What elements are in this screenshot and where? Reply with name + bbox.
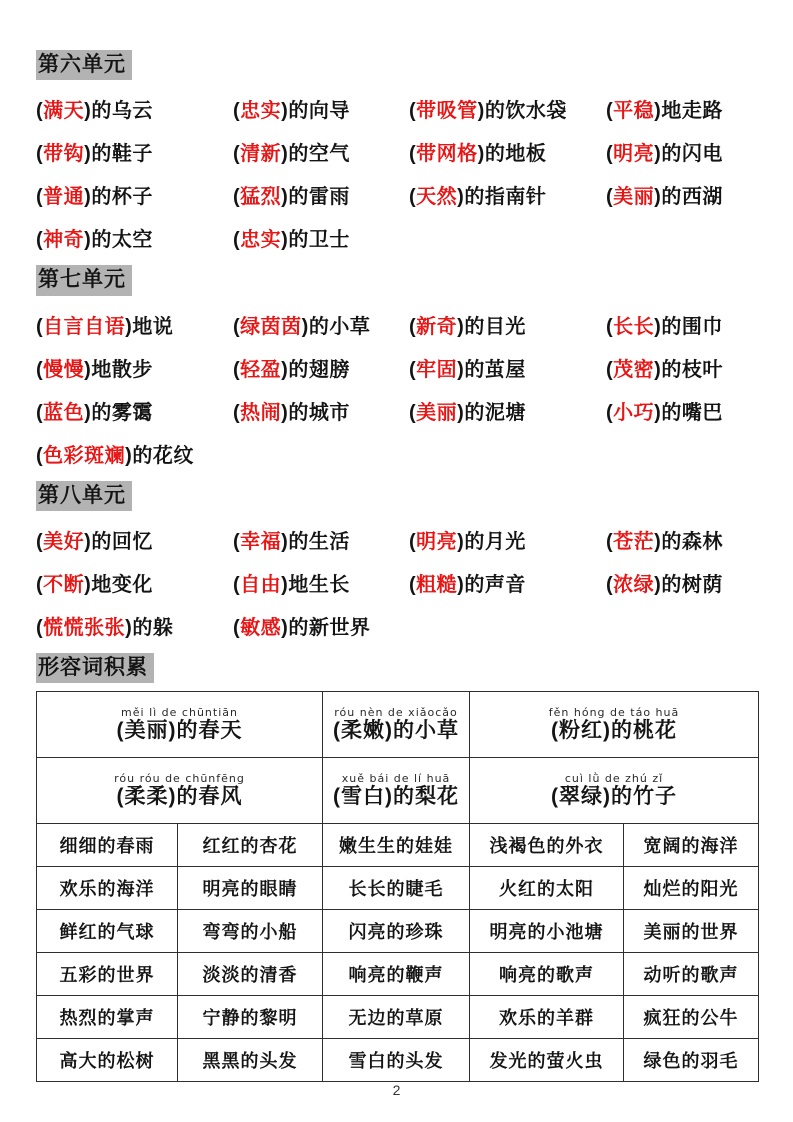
phrase: (带钩)的鞋子 — [36, 143, 153, 166]
unit-6-phrase-grid — [36, 87, 758, 259]
phrase-cell: 黑黑的头发 — [178, 1039, 323, 1082]
phrase-cell: 美丽的世界 — [624, 910, 759, 953]
phrase: (色彩斑斓)的花纹 — [36, 444, 194, 467]
phrase: (小巧)的嘴巴 — [606, 401, 723, 424]
phrase-cell: 响亮的鞭声 — [323, 953, 470, 996]
phrase-answer-word: 普通 — [43, 186, 85, 209]
phrase: (猛烈)的雷雨 — [233, 186, 350, 209]
adjective-accumulation-table — [36, 691, 759, 1082]
pinyin-annotation: xuě bái de lí huā — [341, 771, 451, 785]
unit-8-section — [36, 479, 758, 647]
phrase-cell: 淡淡的清香 — [178, 953, 323, 996]
phrase-answer-word: 美好 — [43, 531, 85, 554]
phrase-answer-word: 不断 — [43, 574, 85, 597]
phrase: (幸福)的生活 — [233, 531, 350, 554]
phrase-answer-word: 忠实 — [240, 100, 282, 123]
phrase-cell: 浅褐色的外衣 — [470, 824, 624, 867]
pinyin-annotation: róu róu de chūnfēng — [114, 771, 245, 785]
pinyin-annotation: róu nèn de xiǎocǎo — [334, 705, 458, 719]
phrase-cell: 宽阔的海洋 — [624, 824, 759, 867]
phrase-answer-word: 慢慢 — [43, 358, 85, 381]
phrase-answer-word: 轻盈 — [240, 358, 282, 381]
phrase: (牢固)的茧屋 — [409, 358, 526, 381]
pinyin-phrase-cell — [37, 692, 323, 758]
phrase-cell: 动听的歌声 — [624, 953, 759, 996]
table-row — [37, 824, 759, 867]
phrase: (忠实)的卫士 — [233, 229, 350, 252]
phrase-cell: 灿烂的阳光 — [624, 867, 759, 910]
phrase-answer-word: 茂密 — [613, 358, 655, 381]
section-title-unit-6: 第六单元 — [36, 50, 132, 80]
phrase-cell: 响亮的歌声 — [470, 953, 624, 996]
table-row — [37, 867, 759, 910]
phrase-answer-word: 清新 — [240, 143, 282, 166]
phrase: (轻盈)的翅膀 — [233, 358, 350, 381]
phrase-answer-word: 敏感 — [240, 617, 282, 640]
phrase-answer-word: 平稳 — [613, 100, 655, 123]
phrase: (绿茵茵)的小草 — [233, 315, 371, 338]
phrase-answer-word: 幸福 — [240, 531, 282, 554]
table-row — [37, 1039, 759, 1082]
phrase-cell: 欢乐的羊群 — [470, 996, 624, 1039]
table-row — [37, 953, 759, 996]
phrase: (长长)的围巾 — [606, 315, 723, 338]
phrase: (雪白)的梨花 — [333, 784, 459, 808]
phrase-answer-word: 带钩 — [43, 143, 85, 166]
table-row — [37, 996, 759, 1039]
phrase-cell: 疯狂的公牛 — [624, 996, 759, 1039]
phrase-cell: 高大的松树 — [37, 1039, 178, 1082]
pinyin-row — [37, 692, 759, 758]
phrase-cell: 宁静的黎明 — [178, 996, 323, 1039]
phrase-answer-word: 明亮 — [416, 531, 458, 554]
phrase: (茂密)的枝叶 — [606, 358, 723, 381]
phrase-answer-word: 自由 — [240, 574, 282, 597]
phrase: (粉红)的桃花 — [551, 718, 677, 742]
phrase: (带网格)的地板 — [409, 143, 547, 166]
phrase-cell: 发光的萤火虫 — [470, 1039, 624, 1082]
phrase-answer-word: 神奇 — [43, 229, 85, 252]
phrase-answer-word: 粗糙 — [416, 574, 458, 597]
phrase-cell: 鲜红的气球 — [37, 910, 178, 953]
phrase: (热闹)的城市 — [233, 401, 350, 424]
phrase-answer-word: 热闹 — [240, 401, 282, 424]
phrase-cell: 弯弯的小船 — [178, 910, 323, 953]
phrase-answer-word: 新奇 — [416, 315, 458, 338]
phrase: (美丽)的西湖 — [606, 186, 723, 209]
phrase: (满天)的乌云 — [36, 100, 153, 123]
phrase-answer-word: 浓绿 — [613, 574, 655, 597]
phrase-cell: 嫩生生的娃娃 — [323, 824, 470, 867]
page-number: 2 — [392, 1082, 401, 1098]
phrase-cell: 细细的春雨 — [37, 824, 178, 867]
phrase: (苍茫)的森林 — [606, 531, 723, 554]
pinyin-phrase-cell — [37, 758, 323, 824]
phrase: (柔嫩)的小草 — [333, 718, 459, 742]
phrase: (明亮)的闪电 — [606, 143, 723, 166]
phrase-cell: 明亮的小池塘 — [470, 910, 624, 953]
phrase: (自由)地生长 — [233, 574, 350, 597]
phrase: (浓绿)的树荫 — [606, 574, 723, 597]
phrase-answer-word: 慌慌张张 — [43, 617, 126, 640]
unit-8-phrase-grid — [36, 518, 758, 647]
table-row — [37, 910, 759, 953]
phrase-cell: 热烈的掌声 — [37, 996, 178, 1039]
phrase-answer-word: 自言自语 — [43, 315, 126, 338]
phrase: (美好)的回忆 — [36, 531, 153, 554]
phrase: (蓝色)的雾霭 — [36, 401, 153, 424]
phrase-cell: 红红的杏花 — [178, 824, 323, 867]
phrase: (翠绿)的竹子 — [551, 784, 677, 808]
phrase: (新奇)的目光 — [409, 315, 526, 338]
pinyin-phrase-cell — [470, 758, 759, 824]
phrase: (神奇)的太空 — [36, 229, 153, 252]
phrase-cell: 欢乐的海洋 — [37, 867, 178, 910]
phrase-cell: 无边的草原 — [323, 996, 470, 1039]
phrase-answer-word: 带吸管 — [416, 100, 478, 123]
section-title-unit-8: 第八单元 — [36, 481, 132, 511]
phrase: (慌慌张张)的躲 — [36, 617, 174, 640]
pinyin-annotation: fěn hóng de táo huā — [548, 705, 680, 719]
section-title-adjective-accumulation: 形容词积累 — [36, 653, 154, 683]
phrase: (敏感)的新世界 — [233, 617, 371, 640]
phrase: (普通)的杯子 — [36, 186, 153, 209]
phrase: (自言自语)地说 — [36, 315, 174, 338]
phrase-cell: 绿色的羽毛 — [624, 1039, 759, 1082]
section-title-unit-7: 第七单元 — [36, 265, 132, 295]
unit-7-phrase-grid — [36, 303, 758, 475]
phrase-answer-word: 天然 — [416, 186, 458, 209]
pinyin-row — [37, 758, 759, 824]
phrase: (忠实)的向导 — [233, 100, 350, 123]
phrase-answer-word: 带网格 — [416, 143, 478, 166]
pinyin-annotation: měi lì de chūntiān — [121, 705, 238, 719]
phrase-cell: 长长的睫毛 — [323, 867, 470, 910]
phrase: (不断)地变化 — [36, 574, 153, 597]
pinyin-phrase-cell — [470, 692, 759, 758]
phrase-answer-word: 牢固 — [416, 358, 458, 381]
phrase: (带吸管)的饮水袋 — [409, 100, 567, 123]
phrase-answer-word: 色彩斑斓 — [43, 444, 126, 467]
phrase-answer-word: 绿茵茵 — [240, 315, 302, 338]
phrase-answer-word: 明亮 — [613, 143, 655, 166]
phrase-cell: 闪亮的珍珠 — [323, 910, 470, 953]
pinyin-annotation: cuì lǜ de zhú zǐ — [564, 771, 664, 785]
phrase-cell: 明亮的眼睛 — [178, 867, 323, 910]
phrase: (美丽)的春天 — [116, 718, 243, 742]
phrase: (粗糙)的声音 — [409, 574, 526, 597]
phrase-answer-word: 蓝色 — [43, 401, 85, 424]
phrase: (清新)的空气 — [233, 143, 350, 166]
phrase: (美丽)的泥塘 — [409, 401, 526, 424]
phrase: (平稳)地走路 — [606, 100, 723, 123]
phrase-answer-word: 小巧 — [613, 401, 655, 424]
phrase: (天然)的指南针 — [409, 186, 547, 209]
phrase-cell: 火红的太阳 — [470, 867, 624, 910]
unit-7-section — [36, 263, 758, 474]
phrase-answer-word: 苍茫 — [613, 531, 655, 554]
unit-6-section — [36, 50, 758, 259]
phrase-answer-word: 忠实 — [240, 229, 282, 252]
phrase-answer-word: 美丽 — [416, 401, 458, 424]
phrase: (明亮)的月光 — [409, 531, 526, 554]
pinyin-phrase-cell — [323, 758, 470, 824]
pinyin-phrase-cell — [323, 692, 470, 758]
phrase-cell: 五彩的世界 — [37, 953, 178, 996]
phrase-answer-word: 长长 — [613, 315, 655, 338]
phrase: (柔柔)的春风 — [116, 784, 243, 808]
phrase: (慢慢)地散步 — [36, 358, 153, 381]
phrase-answer-word: 猛烈 — [240, 186, 282, 209]
phrase-answer-word: 满天 — [43, 100, 85, 123]
phrase-cell: 雪白的头发 — [323, 1039, 470, 1082]
phrase-answer-word: 美丽 — [613, 186, 655, 209]
